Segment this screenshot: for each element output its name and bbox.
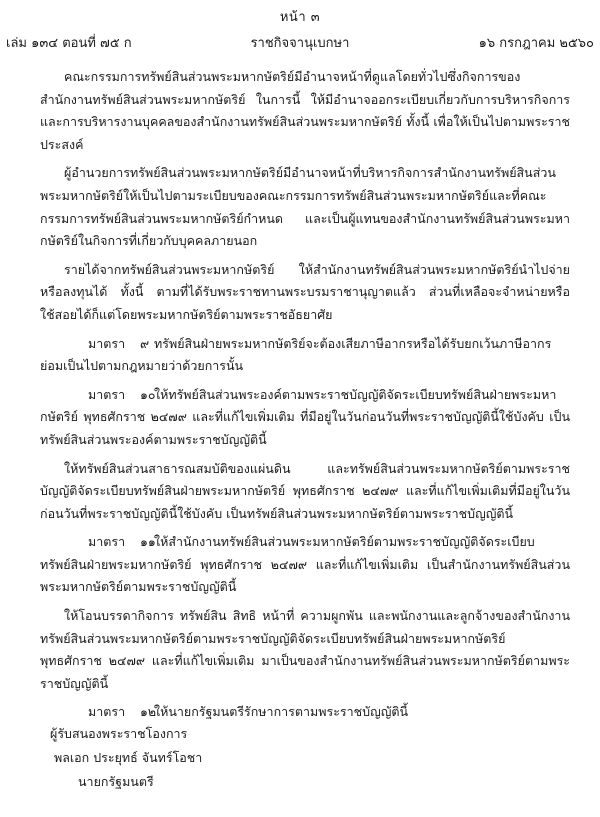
paragraph bbox=[40, 458, 570, 526]
header-publication: ราชกิจจานุเบกษา bbox=[250, 36, 350, 51]
paragraph bbox=[40, 162, 570, 252]
header-date: ๑๖ กรกฎาคม ๒๕๖๐ bbox=[478, 36, 594, 51]
signatory-name: พลเอก ประยุทธ์ จันทร์โอชา bbox=[54, 750, 203, 765]
section-9 bbox=[40, 333, 570, 378]
paragraph-text: ให้ทรัพย์สินส่วนสาธารณสมบัติของแผ่นดิน และทรัพย์สินส่วนพระมหากษัตริย์ตามพระราชบัญญัติจัดระเบียบทรัพย์สินฝ่ายพระมหากษัตริย์ พุทธศักราช ๒๔๗๙ และที่แก้ไขเพิ่มเติมที่มีอยู่ในวันก่อนวันที่พระราชบัญญัตินี้ใช้บังคับ เป็นทรัพย์สินส่วนพระมหากษัตริย์ตามพระราชบัญญัตินี้ bbox=[40, 460, 570, 521]
header-volume: เล่ม ๑๓๔ ตอนที่ ๗๕ ก bbox=[6, 36, 132, 51]
paragraph-text: ทรัพย์สินฝ่ายพระมหากษัตริย์จะต้องเสียภาษีอากรหรือได้รับยกเว้นภาษีอากรย่อมเป็นไปตามกฎหมายว่าด้วยการนั้น bbox=[40, 335, 552, 374]
section-12 bbox=[40, 701, 570, 724]
paragraph-text: ให้นายกรัฐมนตรีรักษาการตามพระราชบัญญัตินี้ bbox=[154, 704, 409, 720]
paragraph bbox=[40, 259, 570, 327]
page-number: หน้า ๓ bbox=[279, 10, 321, 25]
section-number: ๑๐ bbox=[140, 386, 156, 402]
paragraph bbox=[40, 66, 570, 156]
countersign-title: ผู้รับสนองพระราชโองการ bbox=[50, 726, 188, 741]
section-number: ๑๒ bbox=[140, 704, 157, 720]
section-label: มาตรา bbox=[88, 534, 126, 550]
section-number: ๑๑ bbox=[140, 534, 156, 550]
paragraph-text: รายได้จากทรัพย์สินส่วนพระมหากษัตริย์ ให้สำนักงานทรัพย์สินส่วนพระมหากษัตริย์นำไปจ่ายหรือลงทุนได้ ทั้งนี้ ตามที่ได้รับพระราชทานพระบรมราชานุญาตแล้ว ส่วนที่เหลือจะจำหน่ายหรือใช้สอยได้ก็แต่โดยพระมหากษัตริย์ตามพระราชอัธยาศัย bbox=[40, 261, 570, 322]
paragraph bbox=[40, 605, 570, 695]
section-label: มาตรา bbox=[88, 386, 126, 402]
paragraph-text: ให้ทรัพย์สินส่วนพระองค์ตามพระราชบัญญัติจัดระเบียบทรัพย์สินฝ่ายพระมหากษัตริย์ พุทธศักราช ๒๔๗๙ และที่แก้ไขเพิ่มเติม ที่มีอยู่ในวันก่อนวันที่พระราชบัญญัตินี้ใช้บังคับ เป็นทรัพย์สินส่วนพระองค์ตามพระราชบัญญัตินี้ bbox=[40, 386, 570, 447]
paragraph-text: ให้สำนักงานทรัพย์สินส่วนพระมหากษัตริย์ตามพระราชบัญญัติจัดระเบียบทรัพย์สินฝ่ายพระมหากษัตริย์ พุทธศักราช ๒๔๗๙ และที่แก้ไขเพิ่มเติม เป็นสำนักงานทรัพย์สินส่วนพระมหากษัตริย์ตามพระราชบัญญัตินี้ bbox=[40, 534, 570, 595]
gazette-header bbox=[6, 32, 594, 50]
section-label: มาตรา bbox=[88, 704, 126, 720]
section-11 bbox=[40, 531, 570, 599]
paragraph-text: ให้โอนบรรดากิจการ ทรัพย์สิน สิทธิ หน้าที่ ความผูกพัน และพนักงานและลูกจ้างของสำนักงานทรัพย์สินส่วนพระมหากษัตริย์ตามพระราชบัญญัติจัดระเบียบทรัพย์สินฝ่ายพระมหากษัตริย์ พุทธศักราช ๒๔๗๙ และที่แก้ไขเพิ่มเติม มาเป็นของสำนักงานทรัพย์สินส่วนพระมหากษัตริย์ตามพระราชบัญญัตินี้ bbox=[40, 608, 570, 691]
paragraph-text: คณะกรรมการทรัพย์สินส่วนพระมหากษัตริย์มีอำนาจหน้าที่ดูแลโดยทั่วไปซึ่งกิจการของสำนักงานทรัพย์สินส่วนพระมหากษัตริย์ ในการนี้ ให้มีอำนาจออกระเบียบเกี่ยวกับการบริหารกิจการและการบริหารงานบุคคลของสำนักงานทรัพย์สินส่วนพระมหากษัตริย์ ทั้งนี้ เพื่อให้เป็นไปตามพระราชประสงค์ bbox=[40, 69, 570, 152]
section-10 bbox=[40, 384, 570, 452]
document-body bbox=[40, 66, 570, 724]
signatory-position: นายกรัฐมนตรี bbox=[78, 774, 154, 789]
paragraph-text: ผู้อำนวยการทรัพย์สินส่วนพระมหากษัตริย์มีอำนาจหน้าที่บริหารกิจการสำนักงานทรัพย์สินส่วนพระมหากษัตริย์ให้เป็นไปตามระเบียบของคณะกรรมการทรัพย์สินส่วนพระมหากษัตริย์และที่คณะกรรมการทรัพย์สินส่วนพระมหากษัตริย์กำหนด และเป็นผู้แทนของสำนักงานทรัพย์สินส่วนพระมหากษัตริย์ในกิจการที่เกี่ยวกับบุคคลภายนอก bbox=[40, 165, 570, 249]
countersignature-block bbox=[50, 722, 202, 794]
section-label: มาตรา bbox=[88, 335, 126, 351]
section-number: ๙ bbox=[140, 335, 150, 351]
